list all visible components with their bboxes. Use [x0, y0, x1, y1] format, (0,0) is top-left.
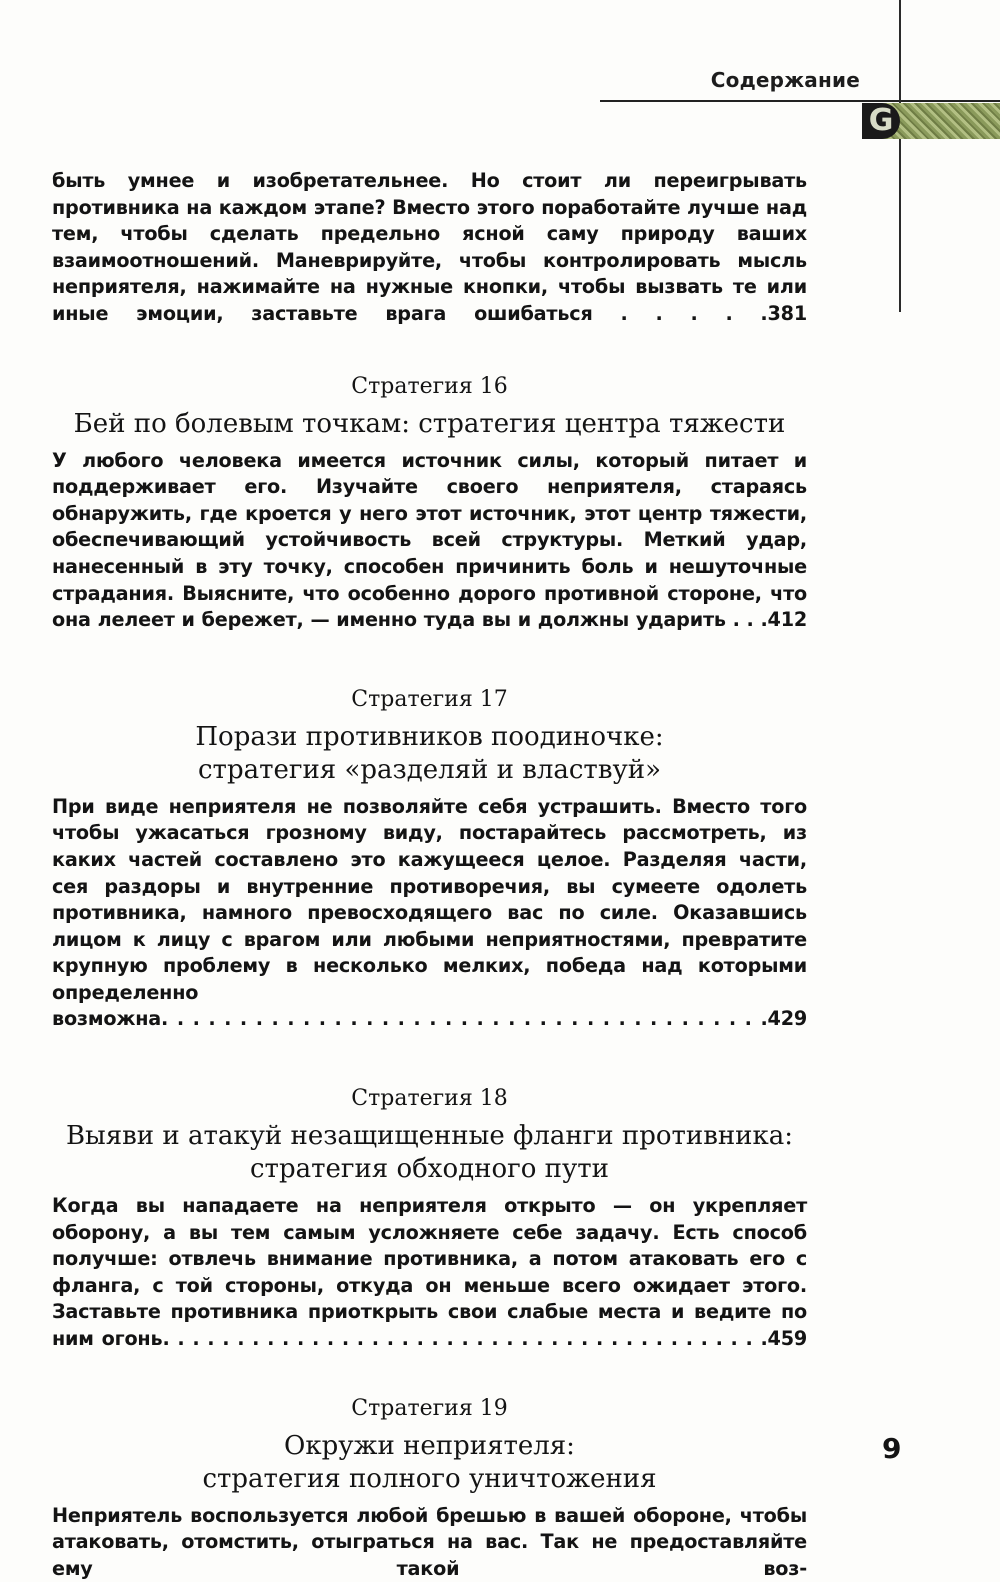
dot-leader: . . . . . [592, 301, 768, 325]
toc-section-16 [52, 373, 807, 634]
entry-page: 459 [767, 1327, 807, 1351]
section-summary [52, 1193, 807, 1353]
chapter-tab [862, 103, 1000, 139]
entry-text: У любого человека имеется источник силы, который питает и поддерживает его. Изучайте своего неприятеля, стараясь обнаружить, где кроется у него этот источник, этот центр тяжести, обеспечивающий устойчивость всей структуры. Меткий удар, нанесенный в эту точку, способен причинить боль и нешуточные страдания. Выясните, что особенно дорого противной стороне, что она лелеет и бережет, — именно туда вы и должны ударить [52, 448, 807, 632]
dot-leader: . . . [725, 608, 768, 632]
title-line: Бей по болевым точкам: стратегия центра тяжести [73, 408, 786, 439]
dot-leader: . . . . . . . . . . . . . . . . . . . . . . . . . . . . . . . . . . . . . . . [161, 1007, 768, 1031]
entry-text: Когда вы нападаете на неприятеля открыто — он укрепляет оборону, а вы тем самым усложняете себе задачу. Есть способ получше: отвлечь внимание противника, а потом атаковать его с фланга, с той стороны, откуда он меньше всего ожидает этого. Заставьте противника приоткрыть свои слабые места и ведите по ним огонь [52, 1194, 807, 1351]
section-number: Стратегия 16 [351, 373, 508, 399]
title-line: Порази противников поодиночке: [195, 721, 664, 752]
entry-page: 429 [767, 1007, 807, 1031]
toc-section-18 [52, 1085, 807, 1353]
section-number: Стратегия 17 [351, 686, 508, 712]
entry-page: 381 [767, 301, 807, 325]
section-number: Стратегия 19 [351, 1395, 508, 1421]
page-number: 9 [882, 1432, 902, 1465]
title-line: стратегия обходного пути [250, 1154, 609, 1185]
header-rule [600, 100, 1000, 102]
tab-letter: G [862, 103, 900, 139]
section-title [52, 1120, 807, 1186]
title-line: стратегия полного уничтожения [202, 1463, 657, 1494]
section-summary [52, 794, 807, 1033]
section-summary [52, 448, 807, 634]
dot-leader: . . . . . . . . . . . . . . . . . . . . . . . . . . . . . . . . . . . . . . . . . [162, 1327, 768, 1351]
entry-text: быть умнее и изобретательнее. Но стоит ли переигрывать противника на каждом этапе? Вместо этого поработайте лучше над тем, чтобы сделать предельно ясной саму природу ваших взаимоотношений. Маневрируйте, чтобы контролировать мысль неприятеля, нажимайте на нужные кнопки, чтобы вызвать те или иные эмоции, заставьте врага ошибаться [52, 169, 807, 325]
section-number: Стратегия 18 [351, 1086, 508, 1112]
toc-entry-intro [52, 168, 807, 328]
toc-section-17 [52, 686, 807, 1033]
toc-section-19 [52, 1395, 807, 1582]
section-title [52, 1430, 807, 1496]
toc-content [52, 168, 807, 1582]
running-header-title: Содержание [710, 68, 860, 92]
section-title [52, 721, 807, 787]
section-summary [52, 1503, 807, 1582]
title-line: Окружи неприятеля: [284, 1430, 575, 1461]
title-line: Выяви и атакуй незащищенные фланги противника: [65, 1121, 794, 1152]
margin-rule [899, 0, 901, 312]
section-title [52, 408, 807, 441]
entry-page: 412 [767, 608, 807, 632]
entry-text: При виде неприятеля не позволяйте себя устрашить. Вместо того чтобы ужасаться грозному виду, постарайтесь рассмотреть, из каких частей составлено это кажущееся целое. Разделяя части, сея раздоры и внутренние противоречия, вы сумеете одолеть противника, намного превосходящего вас по силе. Оказавшись лицом к лицу с врагом или любыми неприятностями, превратите крупную проблему в несколько мелких, победа над которыми определенно возможна [52, 794, 807, 1031]
entry-text: Неприятель воспользуется любой брешью в вашей обороне, чтобы атаковать, отомстить, отыграться на вас. Так не предоставляйте ему такой воз- [52, 1503, 807, 1580]
title-line: стратегия «разделяй и властвуй» [198, 754, 661, 785]
